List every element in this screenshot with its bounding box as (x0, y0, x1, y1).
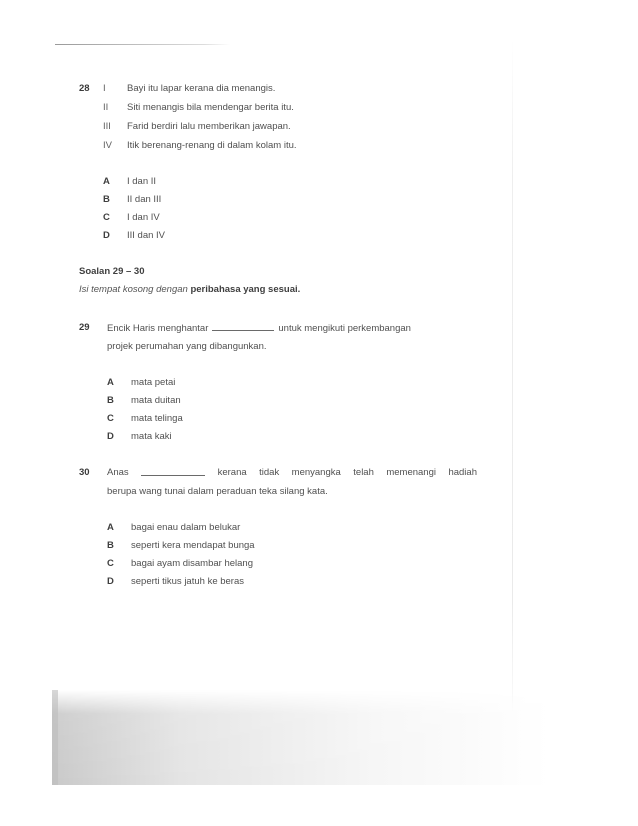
instruction-bold: peribahasa yang sesuai. (190, 284, 301, 295)
stem-word: telah (353, 467, 374, 478)
stem-word: menyangka (291, 467, 341, 478)
scan-top-line (55, 44, 230, 45)
option-text: I dan IV (127, 212, 160, 223)
statement-roman: II (103, 102, 109, 113)
option-text: mata duitan (131, 395, 181, 406)
stem-word: tidak (259, 467, 280, 478)
option-letter: D (107, 576, 114, 587)
statement-text: Bayi itu lapar kerana dia menangis. (127, 83, 276, 94)
statement-text: Itik berenang-renang di dalam kolam itu. (127, 140, 297, 151)
question-number: 28 (79, 83, 90, 94)
option-text: bagai ayam disambar helang (131, 558, 253, 569)
question-number: 29 (79, 322, 90, 333)
option-letter: D (107, 431, 114, 442)
option-letter: C (103, 212, 110, 223)
stem-after-blank: untuk mengikuti perkembangan (278, 323, 411, 334)
question-stem-line2: berupa wang tunai dalam peraduan teka silang kata. (107, 486, 328, 497)
answer-blank (212, 322, 274, 331)
stem-word: Anas (107, 467, 129, 478)
question-stem-line1 (107, 322, 411, 335)
option-letter: B (107, 540, 114, 551)
option-letter: A (107, 522, 114, 533)
option-letter: B (103, 194, 110, 205)
stem-word: memenangi (386, 467, 436, 478)
option-text: II dan III (127, 194, 162, 205)
statement-text: Siti menangis bila mendengar berita itu. (127, 102, 294, 113)
question-stem-line2: projek perumahan yang dibangunkan. (107, 341, 267, 352)
option-letter: B (107, 395, 114, 406)
question-number: 30 (79, 467, 90, 478)
option-text: I dan II (127, 176, 157, 187)
statement-roman: IV (103, 140, 112, 151)
question-stem-line1 (107, 467, 477, 479)
option-text: bagai enau dalam belukar (131, 522, 241, 533)
stem-before-blank: Encik Haris menghantar (107, 323, 209, 334)
section-instruction (79, 284, 300, 296)
scan-bottom-shadow (52, 690, 638, 785)
option-text: mata petai (131, 377, 176, 388)
option-letter: C (107, 558, 114, 569)
option-text: seperti tikus jatuh ke beras (131, 576, 245, 587)
option-letter: C (107, 413, 114, 424)
scan-left-shadow (52, 690, 58, 785)
option-text: mata telinga (131, 413, 183, 424)
option-text: mata kaki (131, 431, 172, 442)
instruction-italic: Isi tempat kosong dengan (79, 284, 188, 295)
answer-blank (141, 467, 205, 476)
statement-text: Farid berdiri lalu memberikan jawapan. (127, 121, 291, 132)
option-letter: D (103, 230, 110, 241)
section-heading: Soalan 29 – 30 (79, 266, 145, 277)
option-text: seperti kera mendapat bunga (131, 540, 255, 551)
scan-right-edge (512, 40, 513, 740)
option-letter: A (107, 377, 114, 388)
statement-roman: III (103, 121, 111, 132)
statement-roman: I (103, 83, 106, 94)
option-letter: A (103, 176, 110, 187)
option-text: III dan IV (127, 230, 166, 241)
stem-word: kerana (217, 467, 247, 478)
stem-word: hadiah (448, 467, 477, 478)
